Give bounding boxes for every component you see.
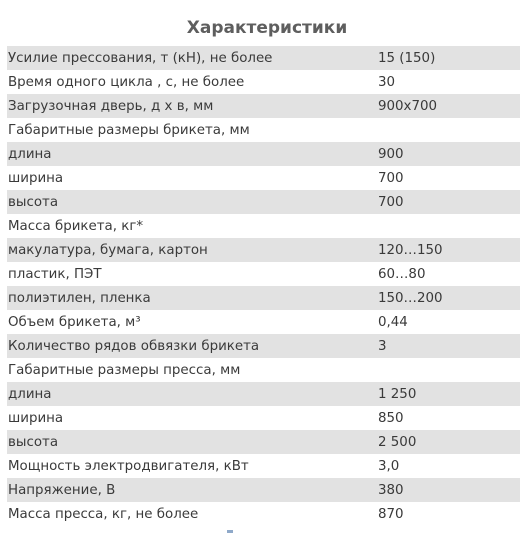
spec-label: Время одного цикла , с, не более (8, 74, 245, 90)
spec-label: длина (8, 146, 52, 162)
spec-label: высота (8, 194, 59, 210)
table-row (7, 46, 520, 70)
spec-label: ширина (8, 410, 64, 426)
table-row (7, 382, 520, 406)
specs-title: Характеристики (186, 18, 348, 38)
spec-value: 120…150 (378, 242, 443, 258)
spec-label: Объем брикета, м³ (8, 314, 141, 330)
spec-label: Масса брикета, кг* (8, 218, 144, 234)
spec-label: Габаритные размеры пресса, мм (8, 362, 241, 378)
table-row (7, 190, 520, 214)
spec-label: Масса пресса, кг, не более (8, 506, 199, 522)
table-row (7, 118, 520, 142)
spec-label: Габаритные размеры брикета, мм (8, 122, 250, 138)
spec-label: полиэтилен, пленка (8, 290, 151, 306)
spec-value: 150…200 (378, 290, 443, 306)
table-row (7, 310, 520, 334)
spec-value: 900 (378, 146, 404, 162)
table-row (7, 358, 520, 382)
spec-label: Мощность электродвигателя, кВт (8, 458, 249, 474)
spec-label: высота (8, 434, 59, 450)
table-row (7, 406, 520, 430)
table-row (7, 238, 520, 262)
table-row (7, 166, 520, 190)
table-row (7, 214, 520, 238)
spec-value: 3,0 (378, 458, 400, 474)
spec-label: ширина (8, 170, 64, 186)
spec-label: Загрузочная дверь, д х в, мм (8, 98, 214, 114)
table-row (7, 286, 520, 310)
table-row (7, 430, 520, 454)
table-row (7, 502, 520, 526)
spec-value: 15 (150) (378, 50, 436, 66)
spec-label: макулатура, бумага, картон (8, 242, 208, 258)
spec-value: 2 500 (378, 434, 417, 450)
spec-label: длина (8, 386, 52, 402)
table-row (7, 454, 520, 478)
spec-value: 870 (378, 506, 404, 522)
table-row (7, 478, 520, 502)
table-row (7, 142, 520, 166)
spec-value: 30 (378, 74, 396, 90)
spec-label: Усилие прессования, т (кН), не более (8, 50, 273, 66)
table-row (7, 70, 520, 94)
spec-value: 1 250 (378, 386, 417, 402)
table-row (7, 262, 520, 286)
spec-label: пластик, ПЭТ (8, 266, 102, 282)
spec-value: 850 (378, 410, 404, 426)
spec-value: 60…80 (378, 266, 426, 282)
spec-value: 700 (378, 194, 404, 210)
spec-value: 380 (378, 482, 404, 498)
table-row (7, 94, 520, 118)
table-row (7, 334, 520, 358)
spec-value: 700 (378, 170, 404, 186)
spec-label: Напряжение, В (8, 482, 116, 498)
spec-value: 900х700 (378, 98, 438, 114)
spec-value: 3 (378, 338, 387, 354)
specs-table (7, 46, 520, 526)
spec-label: Количество рядов обвязки брикета (8, 338, 260, 354)
spec-value: 0,44 (378, 314, 408, 330)
